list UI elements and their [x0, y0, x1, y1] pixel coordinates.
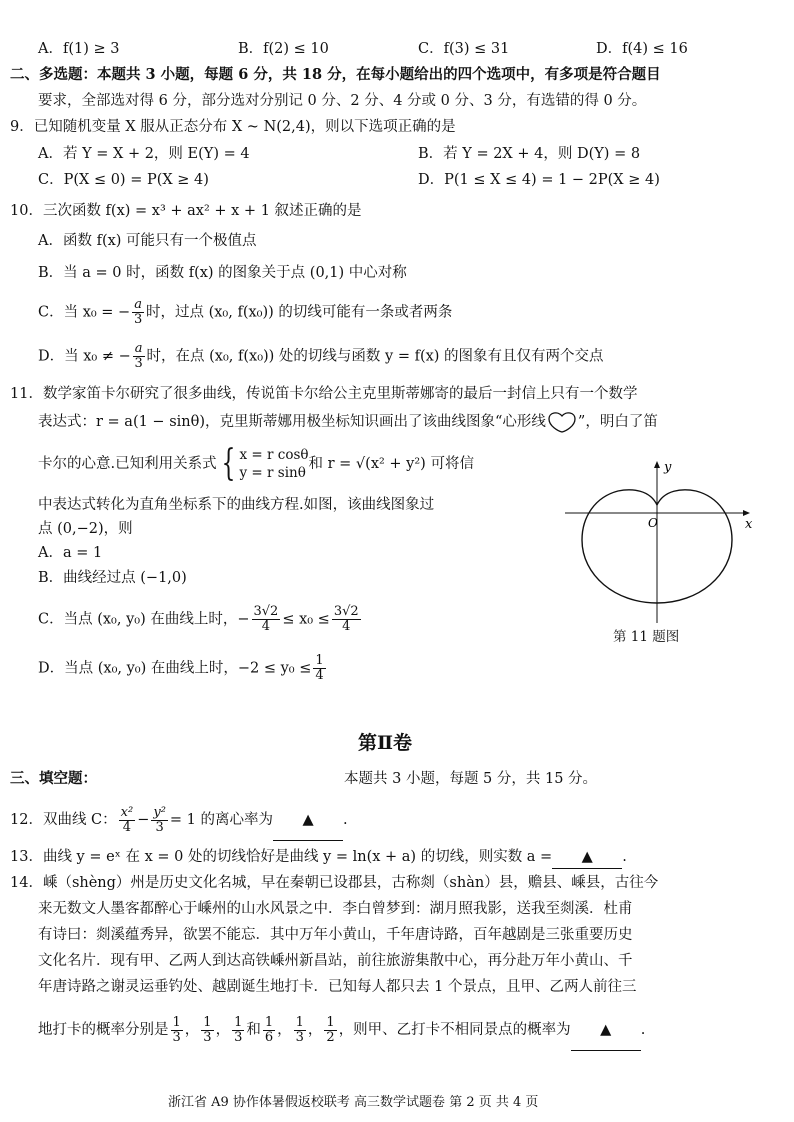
q11-c-frac1 [252, 605, 281, 634]
q11-c-pre: C．当点 (x₀, y₀) 在曲线上时，− [38, 611, 250, 628]
y-axis-label: y [664, 460, 672, 475]
q14-line6-pre: 地打卡的概率分别是 [38, 1022, 169, 1038]
section3-title: 三、填空题： [10, 770, 97, 787]
q11-c-den1: 4 [261, 619, 271, 634]
relation-system [240, 446, 309, 482]
q11-option-b: B．曲线经过点 (−1,0) [38, 570, 187, 586]
q11-option-c [38, 605, 363, 634]
system-brace: { [221, 443, 235, 484]
q14-frac-4 [263, 1016, 275, 1045]
q12-den1: 4 [122, 819, 132, 835]
q10-c-den: 3 [133, 312, 143, 327]
q10-c-pre: C．当 x₀ = − [38, 304, 131, 321]
section2-desc: 要求，全部选对得 6 分，部分选对分别记 0 分、2 分、4 分或 0 分、3 分，有选错的得 0 分。 [38, 93, 647, 109]
q12-frac2 [151, 806, 168, 835]
q9-option-a: A．若 Y = X + 2，则 E(Y) = 4 [38, 146, 250, 162]
q11-option-d [38, 654, 328, 683]
x-axis-label: x [745, 517, 753, 532]
q10-d-den: 3 [134, 356, 143, 371]
origin-label: O [648, 516, 658, 530]
q9-option-d: D．P(1 ≤ X ≤ 4) = 1 − 2P(X ≥ 4) [418, 172, 660, 188]
q11-line3-post: 和 r = √(x² + y²) 可将信 [308, 456, 474, 472]
q9-option-b: B．若 Y = 2X + 4，则 D(Y) = 8 [418, 146, 641, 162]
q14-sep4: ， [277, 1022, 292, 1038]
q14-frac-5-den: 3 [295, 1029, 304, 1045]
q14-line5: 年唐诗路之谢灵运垂钓处、越剧诞生地打卡．已知每人都只去 1 个景点，且甲、乙两人前往三 [38, 979, 637, 995]
q14-sep2: ， [215, 1022, 231, 1038]
q10-d-post: 时，在点 (x₀, f(x₀)) 处的切线与函数 y = f(x) 的图象有且仅有两个交点 [146, 348, 604, 365]
q11-c-frac2 [332, 605, 361, 634]
section3-desc: 本题共 3 小题，每题 5 分，共 15 分。 [344, 771, 598, 787]
q11-c-mid: ≤ x₀ ≤ [282, 611, 330, 628]
q12-num2: y² [153, 804, 166, 820]
x-axis-arrow-icon [743, 510, 750, 516]
q14-frac-1-num: 1 [172, 1014, 181, 1030]
q11-line2 [38, 411, 658, 433]
part2-title: 第Ⅱ卷 [358, 732, 413, 754]
q11-line3 [38, 444, 474, 484]
q10-stem: 10．三次函数 f(x) = x³ + ax² + x + 1 叙述正确的是 [10, 203, 362, 219]
q10-option-b: B．当 a = 0 时，函数 f(x) 的图象关于点 (0,1) 中心对称 [38, 265, 407, 281]
heart-icon [546, 411, 578, 433]
q12-end: . [343, 812, 348, 828]
q14-frac-2-num: 1 [203, 1014, 212, 1030]
q12-num1: x² [120, 804, 134, 820]
q14-line1: 14．嵊（shèng）州是历史文化名城，早在秦朝已设郡县，古称剡（shàn）县，赡县、嵊县，古往今 [10, 875, 659, 891]
q10-d-num: a [134, 341, 143, 356]
q11-option-a: A．a = 1 [38, 545, 103, 561]
q11-d-num: 1 [315, 653, 324, 668]
system-bottom: y = r sinθ [239, 465, 306, 481]
q11-cardioid-figure [560, 455, 760, 635]
q14-frac-4-den: 6 [264, 1029, 274, 1045]
q8-option-b: B．f(2) ≤ 10 [238, 41, 329, 57]
q11-c-num2: 3√2 [333, 604, 359, 619]
q14-frac-3 [232, 1016, 244, 1045]
system-top: x = r cosθ [239, 447, 309, 463]
q10-c-post: 时，过点 (x₀, f(x₀)) 的切线可能有一条或者两条 [145, 304, 453, 321]
q9-stem: 9．已知随机变量 X 服从正态分布 X ~ N(2,4)，则以下选项正确的是 [10, 119, 456, 135]
q11-line2-post: ”，明白了笛 [577, 414, 658, 430]
q11-c-num1: 3√2 [253, 604, 279, 619]
q14-sep1: ， [184, 1022, 200, 1038]
q14-frac-3-num: 1 [234, 1014, 243, 1030]
q14-frac-5-num: 1 [295, 1014, 304, 1030]
q10-c-frac [132, 298, 144, 327]
q10-d-pre: D．当 x₀ ≠ − [38, 348, 131, 365]
q11-d-pre: D．当点 (x₀, y₀) 在曲线上时，−2 ≤ y₀ ≤ [38, 660, 312, 677]
q10-option-d [38, 342, 604, 371]
q14-frac-6-den: 2 [326, 1029, 335, 1045]
q11-d-frac [313, 654, 325, 683]
q10-c-num: a [134, 297, 142, 312]
q14-line3: 有诗曰：剡溪蕴秀异，欲罢不能忘．其中万年小黄山，千年唐诗路，百年越剧是三张重要历史 [38, 927, 633, 943]
q12-frac1 [119, 806, 136, 835]
q14-end: . [640, 1022, 646, 1038]
q10-d-frac [133, 342, 145, 371]
q14-frac-6-num: 1 [326, 1014, 335, 1030]
q9-option-c: C．P(X ≤ 0) = P(X ≥ 4) [38, 172, 209, 188]
q14-frac-2-den: 3 [203, 1029, 212, 1045]
q11-line3-pre: 卡尔的心意.已知利用关系式 [38, 456, 217, 472]
q14-frac-3-den: 3 [234, 1029, 243, 1045]
y-axis-arrow-icon [654, 461, 660, 468]
q11-line4: 中表达式转化为直角坐标系下的曲线方程.如图，该曲线图象过 [38, 497, 435, 513]
q14-frac-6 [324, 1016, 336, 1045]
q14-frac-5 [294, 1016, 306, 1045]
q12-pre: 12．双曲线 C： [10, 812, 117, 828]
q11-c-den2: 4 [342, 619, 351, 634]
q10-option-c [38, 298, 452, 327]
q12 [10, 800, 348, 841]
q8-option-a: A．f(1) ≥ 3 [38, 41, 120, 57]
q14-answer-blank: ▲ [571, 1010, 641, 1051]
q14-line2: 来无数文人墨客都醉心于嵊州的山水风景之中．李白曾梦到：湖月照我影，送我至剡溪．杜甫 [38, 901, 633, 917]
section2-header: 二、多选题：本题共 3 小题，每题 6 分，共 18 分，在每小题给出的四个选项中，有多项是符合题目 [10, 66, 661, 83]
q11-line5: 点 (0,−2)，则 [38, 521, 133, 537]
q12-post: = 1 的离心率为 [169, 812, 274, 828]
q13-end: . [622, 849, 627, 865]
q13-text: 13．曲线 y = eˣ 在 x = 0 处的切线恰好是曲线 y = ln(x + a) 的切线，则实数 a = [10, 849, 553, 865]
q11-line1: 11．数学家笛卡尔研究了很多曲线，传说笛卡尔给公主克里斯蒂娜寄的最后一封信上只有一个数学 [10, 386, 638, 402]
q10-option-a: A．函数 f(x) 可能只有一个极值点 [38, 233, 257, 249]
q14-sep5: ， [307, 1022, 323, 1038]
q12-answer-blank: ▲ [273, 800, 343, 841]
page-footer: 浙江省 A9 协作体暑假返校联考 高三数学试题卷 第 2 页 共 4 页 [168, 1095, 539, 1110]
q14-line6 [38, 1010, 645, 1051]
q14-line6-post: ，则甲、乙打卡不相同景点的概率为 [338, 1022, 571, 1038]
q14-sep3: 和 [246, 1022, 261, 1038]
q14-frac-4-num: 1 [264, 1014, 274, 1030]
q11-line2-pre: 表达式：r = a(1 − sinθ)，克里斯蒂娜用极坐标知识画出了该曲线图象“心形线 [38, 414, 546, 430]
q14-frac-1 [171, 1016, 183, 1045]
q11-d-den: 4 [315, 668, 324, 683]
q13-answer-blank: ▲ [552, 846, 622, 869]
q12-den2: 3 [155, 819, 164, 835]
q12-minus: − [137, 812, 150, 828]
q13 [10, 846, 627, 869]
q8-option-d: D．f(4) ≤ 16 [596, 41, 688, 57]
q8-option-c: C．f(3) ≤ 31 [418, 41, 510, 57]
q14-line4: 文化名片．现有甲、乙两人到达高铁嵊州新昌站，前往旅游集散中心，再分赴万年小黄山、千 [38, 953, 633, 969]
q14-frac-1-den: 3 [172, 1029, 181, 1045]
q11-figure-caption: 第 11 题图 [613, 629, 680, 645]
q14-frac-2 [201, 1016, 213, 1045]
